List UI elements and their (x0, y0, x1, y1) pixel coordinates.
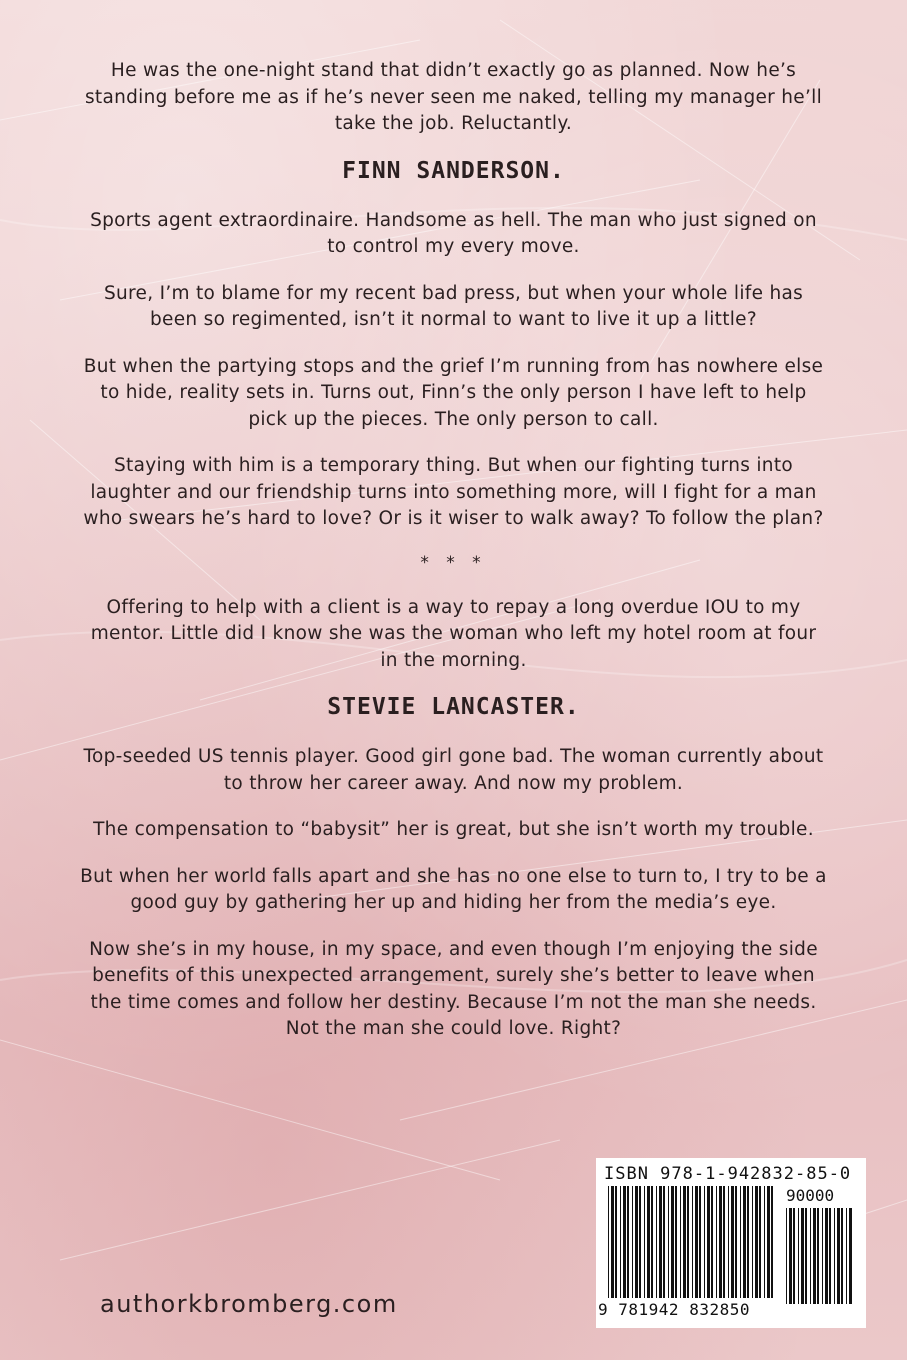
barcode-stripe (639, 1186, 641, 1298)
barcode-stripe (810, 1208, 811, 1304)
blurb-paragraph-9: But when her world falls apart and she has no one else to turn to, I try to be a good guy by gathering her up and hiding her from the media’s eye. (80, 865, 827, 913)
blurb-paragraph-2: Sports agent extraordinaire. Handsome as hell. The man who just signed on to control my every move. (90, 209, 817, 257)
barcode-stripe (786, 1208, 787, 1304)
blurb-paragraph-10: Now she’s in my house, in my space, and even though I’m enjoying the side benefits of this unexpected arrangement, surely she’s better to leave when the time comes and follow her destiny. Because I’m not the man she needs. Not the man she could love. Right? (89, 938, 818, 1039)
isbn-barcode (596, 1158, 866, 1328)
barcode-stripe (829, 1208, 831, 1304)
barcode-stripe (834, 1208, 835, 1304)
back-cover-blurb (80, 58, 827, 1063)
barcode-stripe (716, 1186, 717, 1298)
barcode-stripe (711, 1186, 713, 1298)
barcode-stripe (635, 1186, 638, 1298)
barcode-stripe (817, 1208, 819, 1304)
barcode-stripe (801, 1208, 804, 1304)
barcode-stripe (683, 1186, 686, 1298)
barcode-stripe (723, 1186, 725, 1298)
barcode-digits: 9 781942 832850 (598, 1300, 750, 1319)
barcode-stripe (707, 1186, 710, 1298)
blurb-paragraph-6: Offering to help with a client is a way to repay a long overdue IOU to my mentor. Little did I know she was the woman who left my hotel room at four in the morning. (90, 596, 817, 671)
barcode-stripe (752, 1186, 753, 1298)
barcode-stripe (764, 1186, 765, 1298)
barcode-bars (608, 1186, 778, 1304)
barcode-stripe (680, 1186, 681, 1298)
barcode-stripe (759, 1186, 761, 1298)
barcode-stripe (699, 1186, 701, 1298)
barcode-stripe (822, 1208, 823, 1304)
barcode-stripe (846, 1208, 847, 1304)
barcode-stripe (608, 1186, 609, 1298)
barcode-stripe (675, 1186, 677, 1298)
barcode-stripe (611, 1186, 614, 1298)
heroine-name-heading: STEVIE LANCASTER. (327, 694, 580, 720)
barcode-stripe (659, 1186, 662, 1298)
blurb-paragraph-8: The compensation to “babysit” her is great, but she isn’t worth my trouble. (93, 819, 814, 840)
barcode-stripe (671, 1186, 674, 1298)
blurb-paragraph-7: Top-seeded US tennis player. Good girl gone bad. The woman currently about to throw her career away. And now my problem. (83, 746, 824, 794)
barcode-stripe (623, 1186, 626, 1298)
barcode-stripe (743, 1186, 746, 1298)
barcode-stripe (632, 1186, 633, 1298)
blurb-paragraph-5: Staying with him is a temporary thing. But when our fighting turns into laughter and our friendship turns into something more, will I fight for a man who swears he’s hard to love? Or is it wiser to walk away? To follow the plan? (83, 455, 824, 529)
blurb-paragraph-3: Sure, I’m to blame for my recent bad press, but when your whole life has been so regimented, isn’t it normal to want to live it up a little? (103, 282, 804, 330)
barcode-stripe (704, 1186, 705, 1298)
barcode-stripe (692, 1186, 693, 1298)
addon-barcode-bars (786, 1208, 852, 1304)
barcode-stripe (663, 1186, 665, 1298)
barcode-stripe (841, 1208, 843, 1304)
barcode-stripe (798, 1208, 799, 1304)
barcode-stripe (728, 1186, 729, 1298)
barcode-stripe (731, 1186, 734, 1298)
price-addon-code: 90000 (786, 1186, 835, 1205)
section-separator: * * * (420, 552, 487, 573)
barcode-stripe (805, 1208, 807, 1304)
blurb-paragraph-1: He was the one-night stand that didn’t exactly go as planned. Now he’s standing before me as if he’s never seen me naked, telling my manager he’ll take the job. Reluctantly. (84, 60, 823, 134)
barcode-stripe (695, 1186, 698, 1298)
author-website: authorkbromberg.com (100, 1290, 398, 1318)
barcode-stripe (813, 1208, 816, 1304)
barcode-stripe (789, 1208, 792, 1304)
barcode-stripe (719, 1186, 722, 1298)
barcode-stripe (656, 1186, 657, 1298)
barcode-stripe (644, 1186, 645, 1298)
blurb-paragraph-4: But when the partying stops and the grief I’m running from has nowhere else to hide, reality sets in. Turns out, Finn’s the only person I have left to help pick up the pieces. The only person to call. (83, 355, 824, 430)
barcode-stripe (668, 1186, 669, 1298)
barcode-stripe (651, 1186, 653, 1298)
isbn-number: ISBN 978-1-942832-85-0 (604, 1164, 852, 1184)
barcode-stripe (747, 1186, 749, 1298)
barcode-stripe (771, 1186, 773, 1298)
barcode-stripe (735, 1186, 737, 1298)
barcode-stripe (687, 1186, 689, 1298)
barcode-stripe (740, 1186, 741, 1298)
barcode-stripe (627, 1186, 629, 1298)
barcode-stripe (793, 1208, 795, 1304)
barcode-stripe (620, 1186, 621, 1298)
barcode-stripe (825, 1208, 828, 1304)
barcode-stripe (767, 1186, 770, 1298)
hero-name-heading: FINN SANDERSON. (342, 157, 565, 184)
barcode-stripe (755, 1186, 758, 1298)
barcode-stripe (647, 1186, 650, 1298)
barcode-stripe (615, 1186, 617, 1298)
barcode-stripe (849, 1208, 852, 1304)
barcode-stripe (837, 1208, 840, 1304)
